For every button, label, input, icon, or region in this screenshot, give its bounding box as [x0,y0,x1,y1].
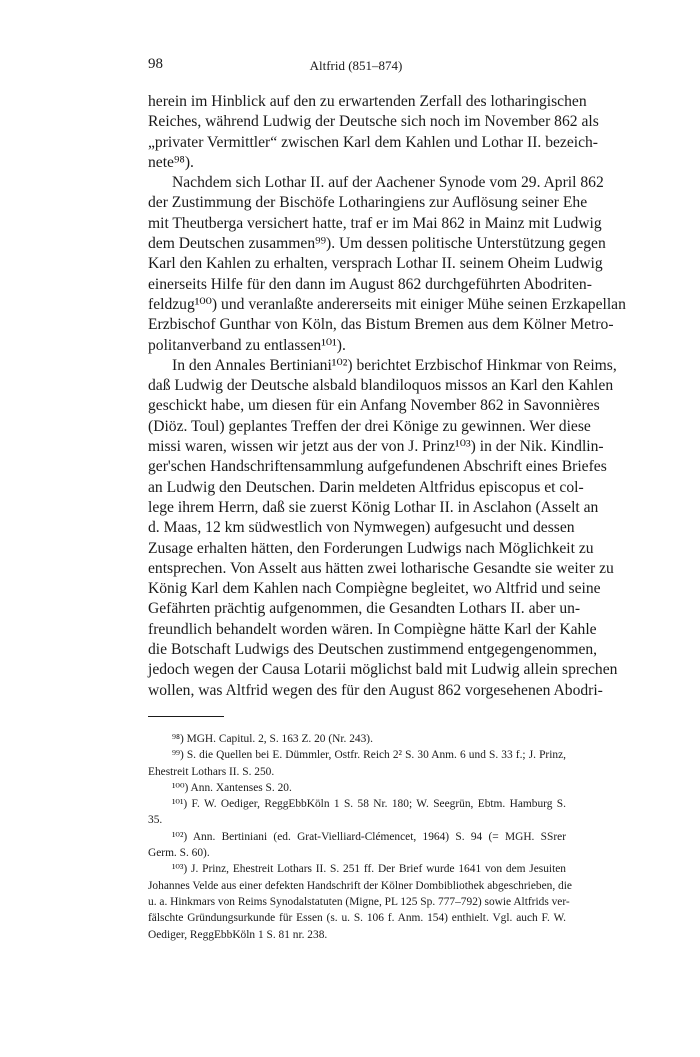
text-line: ger'schen Handschriftensammlung aufgefundenen Abschrift eines Briefes [148,458,607,476]
text-line: nete⁹⁸). [148,153,194,171]
text-line: König Karl dem Kahlen nach Compiègne begleitet, wo Altfrid und seine [148,580,601,598]
main-text [148,92,626,701]
text-line: der Zustimmung der Bischöfe Lotharingiens zur Auflösung seiner Ehe [148,194,588,212]
footnote-line: Johannes Velde aus einer defekten Handschrift der Kölner Dombibliothek abgeschrieben, die [148,879,572,892]
footnote-line: Ehestreit Lothars II. S. 250. [148,765,275,778]
text-line: d. Maas, 12 km südwestlich von Nymwegen) aufgesucht und dessen [148,519,575,537]
footnote-divider [148,716,224,717]
text-line: missi waren, wissen wir jetzt aus der von J. Prinz¹⁰³) in der Nik. Kindlin- [148,438,604,456]
text-line: freundlich behandelt worden wären. In Compiègne hätte Karl der Kahle [148,620,597,638]
text-line: „privater Vermittler“ zwischen Karl dem Kahlen und Lothar II. bezeich- [148,133,599,151]
footnote-line: Oediger, ReggEbbKöln 1 S. 81 nr. 238. [148,928,328,941]
page-number: 98 [148,56,163,72]
footnotes [148,731,572,943]
running-title: Altfrid (851–874) [309,58,403,73]
text-line: geschickt habe, um diesen für ein Anfang November 862 in Savonnières [148,397,600,415]
text-line: In den Annales Bertiniani¹⁰²) berichtet Erzbischof Hinkmar von Reims, [172,356,617,374]
text-line: Nachdem sich Lothar II. auf der Aachener Synode vom 29. April 862 [172,174,604,192]
footnote-line: ¹⁰⁰) Ann. Xantenses S. 20. [172,781,292,794]
text-line: Gefährten prächtig aufgenommen, die Gesandten Lothars II. aber un- [148,600,581,618]
footnote-line: ¹⁰³) J. Prinz, Ehestreit Lothars II. S. 251 ff. Der Brief wurde 1641 von dem Jesuiten [172,863,566,876]
text-line: mit Theutberga versichert hatte, traf er im Mai 862 in Mainz mit Ludwig [148,214,602,232]
footnote-line: ¹⁰²) Ann. Bertiniani (ed. Grat-Vielliard-Clémencet, 1964) S. 94 (= MGH. SSrer [172,830,566,843]
text-line: Erzbischof Gunthar von Köln, das Bistum Bremen aus dem Kölner Metro- [148,316,614,334]
text-line: entsprechen. Von Asselt aus hätten zwei lotharische Gesandte sie weiter zu [148,559,614,577]
text-line: daß Ludwig der Deutsche alsbald blandiloquos missos an Karl den Kahlen [148,377,614,395]
text-line: Zusage erhalten hätten, den Forderungen Ludwigs nach Möglichkeit zu [148,539,594,557]
footnote-line: ¹⁰¹) F. W. Oediger, ReggEbbKöln 1 S. 58 Nr. 180; W. Seegrün, Ebtm. Hamburg S. [172,798,566,811]
footnote-line: u. a. Hinkmars von Reims Synodalstatuten (Migne, PL 125 Sp. 777–792) sowie Altfrids ver- [148,895,570,908]
footnote-line: Germ. S. 60). [148,847,210,860]
text-line: politanverband zu entlassen¹⁰¹). [148,336,346,354]
footnote-line: ⁹⁹) S. die Quellen bei E. Dümmler, Ostfr. Reich 2² S. 30 Anm. 6 und S. 33 f.; J. Prinz, [172,749,566,762]
footnote-line: ⁹⁸) MGH. Capitul. 2, S. 163 Z. 20 (Nr. 243). [172,733,373,745]
text-line: dem Deutschen zusammen⁹⁹). Um dessen politische Unterstützung gegen [148,235,606,253]
text-line: herein im Hinblick auf den zu erwartenden Zerfall des lotharingischen [148,93,587,110]
text-line: feldzug¹⁰⁰) und veranlaßte andererseits mit einiger Mühe seinen Erzkapellan [148,295,626,313]
page-header [148,56,564,76]
text-line: Karl den Kahlen zu erhalten, versprach Lothar II. seinem Oheim Ludwig [148,255,603,273]
footnote-line: 35. [148,814,163,827]
text-line: die Botschaft Ludwigs des Deutschen zustimmend entgegengenommen, [148,641,598,659]
text-line: wollen, was Altfrid wegen des für den August 862 vorgesehenen Abodri- [148,681,603,699]
text-line: lege ihrem Herrn, daß sie zuerst König Lothar II. in Asclahon (Asselt an [148,498,599,516]
text-line: jedoch wegen der Causa Lotarii möglichst bald mit Ludwig allein sprechen [148,661,618,679]
text-line: (Diöz. Toul) geplantes Treffen der drei Könige zu gewinnen. Wer diese [148,417,591,435]
text-line: Reiches, während Ludwig der Deutsche sich noch im November 862 als [148,113,599,131]
footnote-line: fälschte Gründungsurkunde für Essen (s. u. S. 106 f. Anm. 154) enthielt. Vgl. auch F. W. [148,912,566,925]
text-line: einerseits Hilfe für den dann im August 862 durchgeführten Abodriten- [148,275,592,293]
text-line: an Ludwig den Deutschen. Darin meldeten Altfridus episcopus et col- [148,478,584,496]
